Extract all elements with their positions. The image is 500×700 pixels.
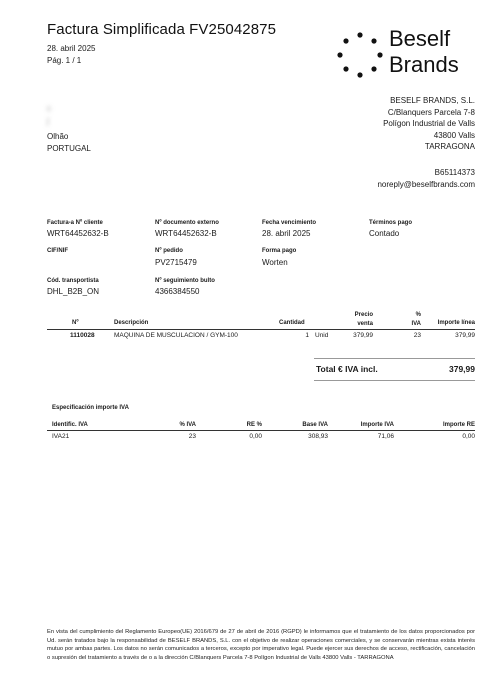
company-address [383,95,475,153]
payment-terms-label: Términos pago [369,220,413,226]
company-contact [377,167,475,191]
company-province: TARRAGONA [424,142,475,151]
line-item-description: MAQUINA DE MUSCULACION / GYM-100 [114,332,238,339]
line-item-quantity: 1 [305,332,309,339]
brand-line-2: Brands [389,52,459,77]
company-email: noreply@beselfbrands.com [377,180,475,189]
vat-row-re-amount: 0,00 [462,433,475,440]
col-header-quantity: Cantidad [279,320,305,326]
carrier-label: Cód. transportista [47,278,99,284]
payment-method-label: Forma pago [262,248,297,254]
lines-header-rule [47,329,475,330]
order-number-label: Nº pedido [155,248,183,254]
line-item-unit: Unid [315,332,329,339]
payment-terms-value: Contado [369,229,400,238]
table-row [0,433,500,445]
company-postal: 43800 Valls [433,130,475,140]
col-header-vat-line-2: IVA [411,321,421,327]
company-vat: B65114373 [434,168,475,177]
invoice-date: 28. abril 2025 [47,44,96,53]
vat-row-base: 308,93 [308,433,328,440]
line-item-vat: 23 [413,332,421,339]
vat-spec-title: Especificación importe IVA [52,405,129,411]
line-item-number: 1110028 [70,332,95,339]
client-number-label: Factura-a Nº cliente [47,220,103,226]
cif-label: CIF/NIF [47,248,68,254]
vat-col-header-base: Base IVA [302,422,328,428]
vat-row-vat: 71,06 [377,433,394,440]
col-header-vat-line-1: % [415,312,421,318]
col-header-amount: Importe línea [437,320,475,326]
col-header-vat [405,311,421,329]
payment-method-value: Worten [262,258,288,267]
page-number: Pág. 1 / 1 [47,56,82,65]
legal-notice: En vista del cumplimiento del Reglamento Europeo(UE) 2016/679 de 27 de abril de 2016 (RGPD) le informamos que el tratamiento de los datos proporcionados por Ud. serán tratados bajo la responsabilidad de BESELF BRANDS, S.L. con el objetivo de realizar operaciones comerciales, y se conservarán mientras exista interés mutuo por ambas partes. Los datos no serán comunicados a terceros, excepto por imperativo legal. Puede ejercer sus derechos de acceso, rectificación, cancelación o supresión del tratamiento a través de o a la dirección C/Blanquers Parcela 7-8 Polígon Industrial de Valls 43800 Valls - TARRAGONA [47,629,475,661]
vat-col-header-re: RE % [246,422,262,428]
brand-line-1: Beself [389,26,451,51]
tracking-label: Nº seguimiento bulto [155,278,215,284]
company-name: BESELF BRANDS, S.L. [390,96,475,105]
brand-logo-icon [336,31,384,79]
company-street: C/Blanquers Parcela 7-8 [387,107,475,117]
vat-col-header-vat: Importe IVA [360,422,394,428]
col-header-description: Descripción [114,320,149,326]
order-number-value: PV2715479 [155,258,197,267]
client-number-value: WRT64452632-B [47,229,109,238]
customer-line-2: ʃ [47,117,49,126]
total-value: 379,99 [449,364,475,374]
external-doc-value: WRT64452632-B [155,229,217,238]
due-date-label: Fecha vencimiento [262,220,317,226]
col-header-number: Nº [72,320,79,326]
line-item-price: 379,99 [353,332,373,339]
company-area: Polígon Industrial de Valls [383,119,475,128]
carrier-value: DHL_B2B_ON [47,287,100,296]
brand-name [389,26,459,78]
vat-header-rule [47,430,475,431]
vat-col-header-re-amount: Importe RE [442,422,475,428]
vat-col-header-id: Identific. IVA [52,422,88,428]
vat-col-header-pct: % IVA [179,422,196,428]
table-row [47,332,475,344]
col-header-price-line-2: venta [357,321,373,327]
total-label: Total € IVA incl. [316,364,378,374]
col-header-price-line-1: Precio [354,312,373,318]
total-top-rule [314,358,475,359]
vat-row-pct: 23 [188,433,196,440]
customer-line-1: c [47,104,51,113]
col-header-price [345,311,373,329]
invoice-title: Factura Simplificada FV25042875 [47,21,277,38]
customer-country: PORTUGAL [47,144,91,153]
vat-row-id: IVA21 [52,433,70,440]
tracking-value: 4366384550 [155,287,200,296]
total-bottom-rule [314,380,475,381]
line-item-amount: 379,99 [455,332,475,339]
customer-city: Olhão [47,132,69,141]
vat-row-re: 0,00 [249,433,262,440]
external-doc-label: Nº documento externo [155,220,219,226]
due-date-value: 28. abril 2025 [262,229,311,238]
